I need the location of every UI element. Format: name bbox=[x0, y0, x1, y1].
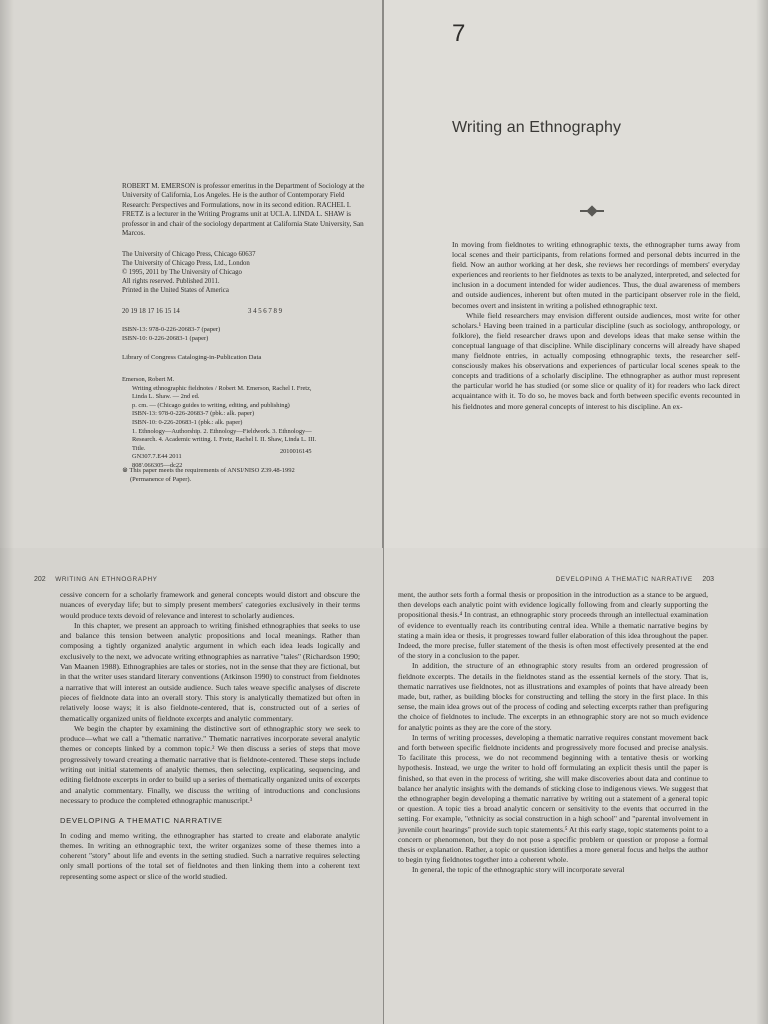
paragraph: In moving from fieldnotes to writing ethnographic texts, the ethnographer turns away from local scenes and their participants, from relations formed and personal debts incurred in the field. Now an author working at her desk, she reviews her recordings of members' everyday experiences and reorients to her fieldnotes as texts to be analyzed, interpreted, and selected for inclusion in a document intended for wider audiences. Thus, the dual awareness of members and outside audiences, inherent but often muted in the participant observer role in the field, becomes overt and insistent in writing a polished ethnographic text. bbox=[452, 240, 740, 310]
chapter-number: 7 bbox=[452, 20, 466, 47]
running-head-left: 202 WRITING AN ETHNOGRAPHY bbox=[34, 576, 158, 583]
chapter-title: Writing an Ethnography bbox=[452, 119, 622, 136]
author-bio: ROBERT M. EMERSON is professor emeritus in the Department of Sociology at the University of California, Los Angeles. He is the author of Contemporary Field Research: Perspectives and Formulations, now in its second edition. RACHEL I. FRETZ is a lecturer in the Writing Programs unit at UCLA. LINDA L. SHAW is professor in and chair of the sociology department at California State University, San Marcos. bbox=[122, 182, 365, 238]
paragraph: In this chapter, we present an approach to writing finished ethnographies that seeks to use and balance this tension between analytic propositions and local meanings. Rather than composing a tightly organized analytic argument in which each idea leads logically and exclusively to the next, we advocate writing ethnographies as narrative "tales" (Richardson 1990; Van Maanen 1988). Ethnographies are tales or stories, not in the sense that they are fictional, but in that the writer uses standard literary conventions (Atkinson 1990) to construct from fieldnotes a narrative that will interest an outside audience. Such tales weave specific analyses of discrete pieces of fieldnote data into an overall story. This story is analytically thematized but often in relatively loose ways; it is also fieldnote-centered, that is, constructed out of a series of thematically organized units of fieldnote excerpts and analytic commentary. bbox=[60, 620, 360, 723]
page-202 bbox=[0, 548, 383, 1024]
paragraph: We begin the chapter by examining the distinctive sort of ethnographic story we seek to produce—what we call a "thematic narrative." Thematic narratives incorporate several analytic themes or concepts linked by a common topic.² We then discuss a series of steps that move progressively toward creating a thematic narrative that is fieldnote-centered. These steps include writing out initial statements of analytic themes, then selecting, explicating, sequencing, and editing fieldnote excerpts in order to build up a series of thematically organized units of excerpts and analytic commentary. Finally, we discuss the writing of introductions and conclusions necessary to produce the completed ethnographic manuscript.³ bbox=[60, 723, 360, 805]
page-number: 203 bbox=[702, 576, 714, 583]
copyright-page bbox=[0, 0, 382, 548]
page-203-body bbox=[398, 590, 708, 876]
paragraph: In general, the topic of the ethnographic story will incorporate several bbox=[412, 865, 625, 875]
isbn-block: ISBN-13: 978-0-226-20683-7 (paper) ISBN-10: 0-226-20683-1 (paper) bbox=[122, 326, 221, 342]
lc-control-number: 2010016145 bbox=[280, 448, 312, 455]
paragraph: In terms of writing processes, developing a thematic narrative requires constant movement back and forth between specific fieldnote incidents and progressively more focused and precise analysis. To facilitate this process, we do not recommend beginning with a tentative thesis or working hypothesis. Instead, we urge the writer to hold off formulating an explicit thesis until the paper is finished, so that even in the process of writing, she will make discoveries about data and continue to balance her analytic insights with the demands of sticking close to indigenous views. We suggest that the ethnographer begin developing a thematic narrative by writing out a statement of a general topic or question. A topic ties a broad analytic concern or sensitivity to the events that occurred in the setting. For example, "ethnicity as social construction in a high school" and "parental involvement in juvenile court hearings" provide such topic statements.⁵ At this early stage, topic statements point to a concern or phenomenon, but they do not pose a specific problem or question or propose a formal thesis or explanation. Rather, a topic or question identifies a more general focus and helps the author to begin tying fieldnotes together into a coherent whole. bbox=[398, 732, 708, 865]
section-heading: DEVELOPING A THEMATIC NARRATIVE bbox=[60, 816, 223, 826]
paragraph: cessive concern for a scholarly framework and general concepts would distort and obscure the nuances of everyday life; but to simply present members' categories exclusively in their terms would produce texts devoid of relevance and interest to scholarly audiences. bbox=[60, 590, 360, 620]
paragraph: ment, the author sets forth a formal thesis or proposition in the introduction as a stance to be argued, then develops each analytic point with evidence logically following from and clearly supporting the propositional thesis.⁴ In contrast, an ethnographic story proceeds through an intellectual examination of evidence to eventually reach its contributing central idea. While a thematic narrative begins by stating a main idea or thesis, it progresses toward fuller elaboration of this idea throughout the paper. Indeed, the more precise, fuller statement of the thesis is often most effectively presented at the end of the story in a conclusion to the paper. bbox=[398, 590, 708, 661]
running-head-right: DEVELOPING A THEMATIC NARRATIVE 203 bbox=[555, 576, 714, 583]
chapter-opener-page bbox=[384, 0, 768, 548]
publisher-info: The University of Chicago Press, Chicago 60637 The University of Chicago Press, Ltd., London © 1995, 2011 by The University of Chicago All rights reserved. Published 2011. Printed in the United States of America bbox=[122, 251, 256, 294]
print-line: 20 19 18 17 16 15 14 3 4 5 6 7 8 9 bbox=[122, 308, 282, 315]
ornament-divider-icon bbox=[580, 210, 604, 212]
cip-data: Emerson, Robert M. Writing ethnographic fieldnotes / Robert M. Emerson, Rachel I. Fretz, Linda L. Shaw. — 2nd ed. p. cm. — (Chicago guides to writing, editing, and publishing) ISBN-13: 978-0-226-20683-7 (pbk.: alk. paper) ISBN-10: 0-226-20683-1 (pbk.: alk. paper) 1. Ethnology—Authorship. 2. Ethnology—Fieldwork. 3. Ethnology— Research. 4. Academic writing. I. Fretz, Rachel I. II. Shaw, Linda L. III. Title. GN307.7.E44 2011 808'.066305—dc22 bbox=[122, 376, 317, 469]
cip-title: Library of Congress Cataloging-in-Publication Data bbox=[122, 354, 262, 361]
paragraph: While field researchers may envision different outside audiences, most write for other scholars.¹ Having been trained in a particular discipline (such as sociology, anthropology, or folklore), the field researcher draws upon and develops ideas that make sense within the conceptual language of that discipline. While disciplinary concerns will already have shaped many fieldnote entries, in actually composing ethnographic texts, the researcher self-consciously makes his observations and experiences of particular local scenes speak to the concepts and traditions of a scholarly discipline. The ethnographer as author must represent the particular world he has studied (or some slice or quality of it) for readers who lack direct acquaintance with it. To do so, he moves back and forth between specific events recounted in his fieldnotes and more general concepts of interest to his discipline. An ex- bbox=[452, 310, 740, 411]
paragraph: In coding and memo writing, the ethnographer has started to create and elaborate analytic themes. In writing an ethnographic text, the writer organizes some of these themes into a coherent "story" about life and events in the setting studied. Such a narrative requires selecting only small portions of the total set of fieldnotes and then linking them into a coherent text representing some aspect or slice of the world studied. bbox=[60, 830, 360, 881]
page-203 bbox=[384, 548, 768, 1024]
chapter-body bbox=[452, 240, 740, 412]
paragraph: In addition, the structure of an ethnographic story results from an ordered progression of fieldnote excerpts. The details in the fieldnotes stand as the essential kernels of the story. That is, thematic narratives use fieldnotes, not as illustrations and examples of points that have already been made, but, rather, as building blocks for constructing and telling the story in the first place. In this sense, the main idea grows out of the process of coding and selecting excerpts rather than prefiguring the choice of fieldnotes to include. The excerpts in an ethnographic story are not so much evidence for analytic points as they are the core of the story. bbox=[398, 661, 708, 732]
page-number: 202 bbox=[34, 576, 46, 583]
paper-permanence-note: ⊚ This paper meets the requirements of ANSI/NISO Z39.48-1992 (Permanence of Paper). bbox=[122, 466, 295, 483]
page-202-body bbox=[60, 590, 360, 882]
permanence-circle-icon: ⊚ bbox=[122, 466, 128, 474]
